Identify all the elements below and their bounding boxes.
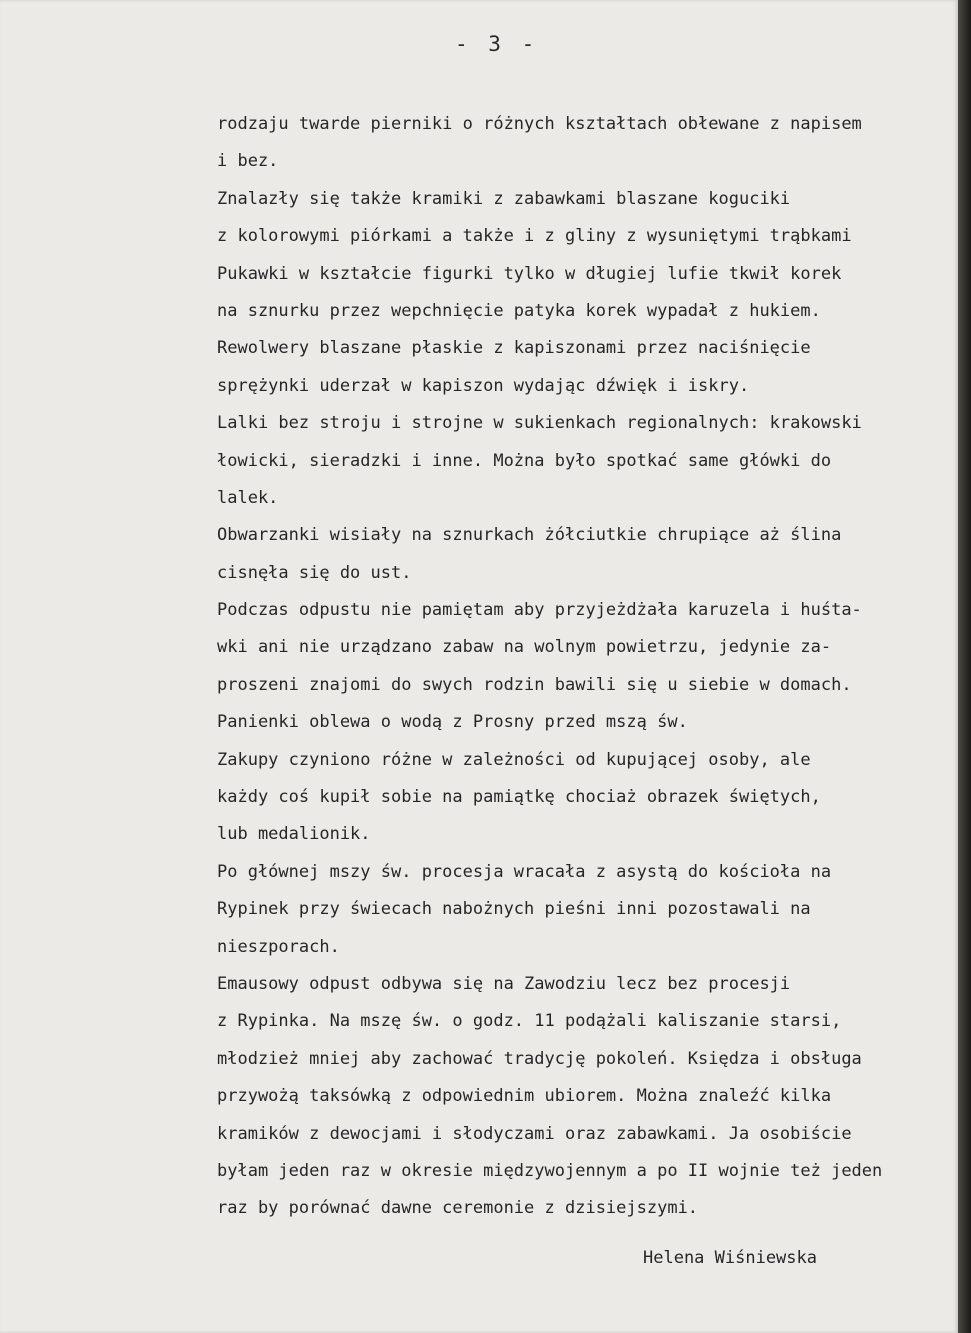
text-line: Pukawki w kształcie figurki tylko w długiej lufie tkwił korek [217, 263, 842, 284]
text-line: rodzaju twarde pierniki o różnych kształtach obłewane z napisem [217, 114, 862, 134]
text-line: lub medalionik. [217, 824, 371, 845]
text-line: Emausowy odpust odbywa się na Zawodziu lecz bez procesji [217, 973, 791, 994]
text-line: łowicki, sieradzki i inne. Można było spotkać same główki do [217, 450, 832, 471]
text-line: wki ani nie urządzano zabaw na wolnym powietrzu, jedynie za- [217, 637, 832, 658]
text-line: przywożą taksówką z odpowiednim ubiorem. Można znaleźć kilka [217, 1086, 832, 1107]
scan-edge [958, 0, 971, 1333]
text-line: kramików z dewocjami i słodyczami oraz zabawkami. Ja osobiście [217, 1123, 852, 1144]
text-line: proszeni znajomi do swych rodzin bawili się u siebie w domach. [217, 674, 852, 695]
text-line: Rewolwery blaszane płaskie z kapiszonami przez naciśnięcie [217, 338, 811, 359]
page-number: - 3 - [455, 32, 539, 56]
text-line: Znalazły się także kramiki z zabawkami blaszane koguciki [217, 188, 791, 209]
text-line: i bez. [217, 151, 279, 172]
text-line: Lalki bez stroju i strojne w sukienkach regionalnych: krakowski [217, 413, 862, 434]
text-line: byłam jeden raz w okresie międzywojennym a po II wojnie też jeden [217, 1160, 883, 1181]
text-line: cisnęła się do ust. [217, 562, 412, 583]
text-line: Po głównej mszy św. procesja wracała z asystą do kościoła na [217, 861, 832, 882]
text-line: nieszporach. [217, 936, 340, 957]
text-line: Panienki oblewa o wodą z Prosny przed mszą św. [217, 712, 688, 733]
signature: Helena Wiśniewska [643, 1248, 817, 1268]
text-line: młodzież mniej aby zachować tradycję pokoleń. Księdza i obsługa [217, 1048, 862, 1069]
text-line: Zakupy czyniono różne w zależności od kupującej osoby, ale [217, 749, 811, 770]
text-line: z Rypinka. Na mszę św. o godz. 11 podążali kaliszanie starsi, [217, 1011, 842, 1032]
text-line: na sznurku przez wepchnięcie patyka korek wypadał z hukiem. [217, 300, 821, 321]
body-text [217, 106, 958, 1228]
text-line: sprężynki uderzał w kapiszon wydając dźwięk i iskry. [217, 375, 750, 396]
text-line: Rypinek przy świecach nabożnych pieśni inni pozostawali na [217, 899, 811, 920]
text-line: Podczas odpustu nie pamiętam aby przyjeżdżała karuzela i huśta- [217, 600, 862, 621]
text-line: lalek. [217, 487, 279, 508]
text-line: z kolorowymi piórkami a także i z gliny z wysuniętymi trąbkami [217, 226, 852, 247]
text-line: raz by porównać dawne ceremonie z dzisiejszymi. [217, 1198, 699, 1219]
text-line: każdy coś kupił sobie na pamiątkę chociaż obrazek świętych, [217, 787, 821, 808]
text-line: Obwarzanki wisiały na sznurkach żółciutkie chrupiące aż ślina [217, 525, 842, 546]
